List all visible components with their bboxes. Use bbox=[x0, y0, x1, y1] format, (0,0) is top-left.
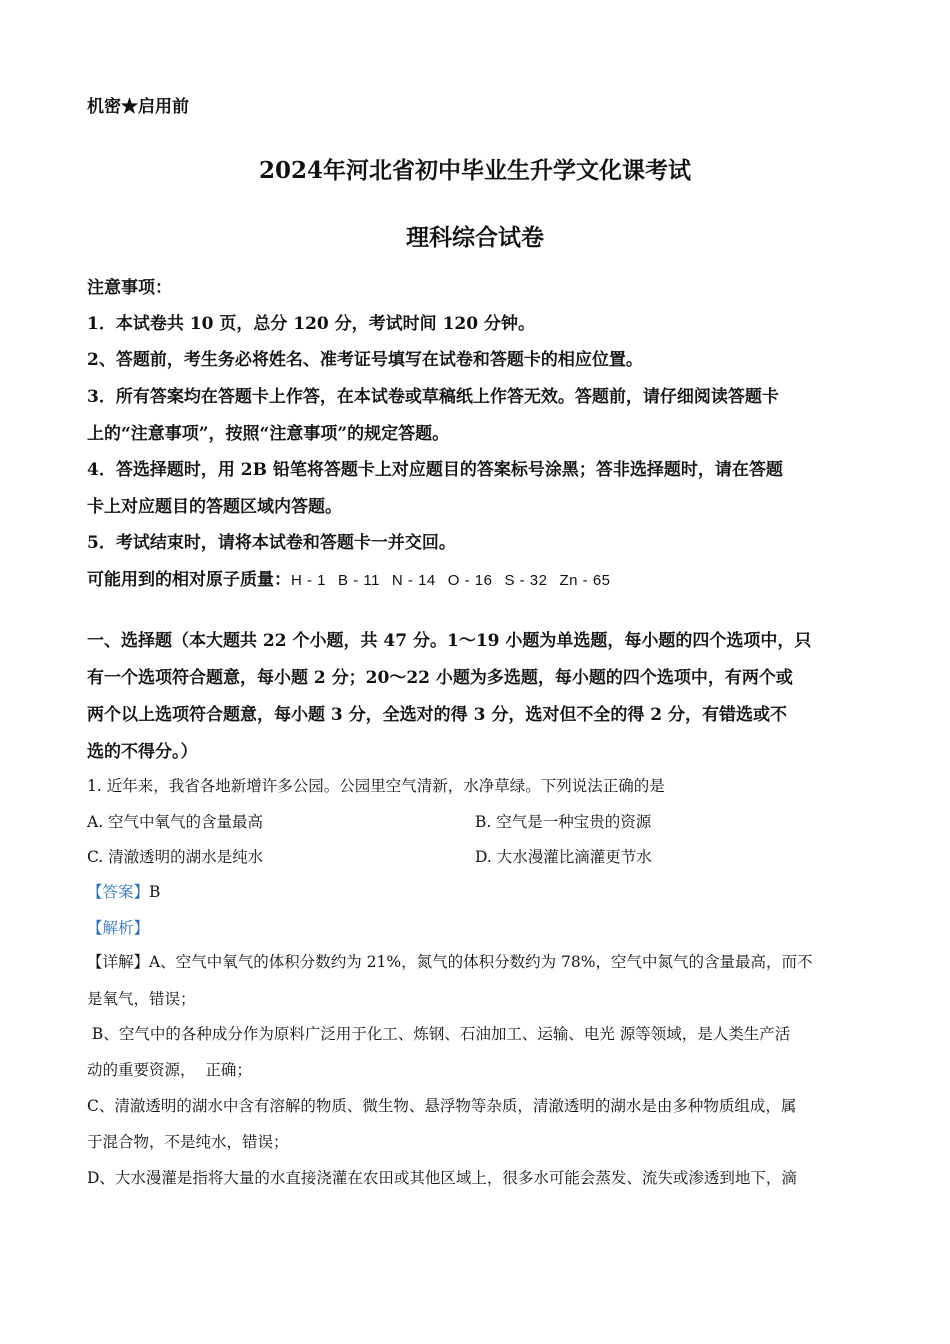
notice-item: 2、答题前，考生务必将姓名、准考证号填写在试卷和答题卡的相应位置。 bbox=[87, 350, 643, 370]
notice-item: 上的“注意事项”，按照“注意事项”的规定答题。 bbox=[87, 424, 450, 444]
exam-title: 2024年河北省初中毕业生升学文化课考试 bbox=[258, 157, 691, 184]
option-b: B. 空气是一种宝贵的资源 bbox=[475, 813, 652, 831]
option-c: C. 清澈透明的湖水是纯水 bbox=[87, 848, 264, 866]
detail-line: 是氧气，错误； bbox=[87, 990, 196, 1008]
atomic-mass: Zn - 65 bbox=[559, 572, 611, 589]
notice-item: 4．答选择题时，用 2B 铅笔将答题卡上对应题目的答案标号涂黑；答非选择题时，请在答题 bbox=[87, 460, 783, 480]
detail-line: C、清澈透明的湖水中含有溶解的物质、微生物、悬浮物等杂质，清澈透明的湖水是由多种物质组成，属 bbox=[87, 1097, 797, 1115]
atomic-mass: H - 1 bbox=[291, 572, 327, 589]
detail-line: 于混合物，不是纯水，错误； bbox=[87, 1133, 289, 1151]
atomic-mass: O - 16 bbox=[447, 572, 493, 589]
answer-line bbox=[87, 880, 160, 902]
answer-value: B bbox=[149, 883, 161, 901]
exam-subtitle: 理科综合试卷 bbox=[406, 224, 544, 251]
notice-heading: 注意事项： bbox=[87, 278, 172, 298]
atomic-mass: N - 14 bbox=[391, 572, 436, 589]
detail-line: 动的重要资源， 正确； bbox=[87, 1061, 252, 1079]
detail-line: D、大水漫灌是指将大量的水直接浇灌在农田或其他区域上，很多水可能会蒸发、流失或渗透到地下，滴 bbox=[87, 1169, 797, 1187]
section-heading: 有一个选项符合题意，每小题 2 分；20～22 小题为多选题，每小题的四个选项中，有两个或 bbox=[87, 668, 793, 688]
atomic-mass: S - 32 bbox=[504, 572, 548, 589]
notice-item: 3．所有答案均在答题卡上作答，在本试卷或草稿纸上作答无效。答题前，请仔细阅读答题卡 bbox=[87, 387, 779, 407]
question-stem: 1. 近年来，我省各地新增许多公园。公园里空气清新，水净草绿。下列说法正确的是 bbox=[87, 777, 665, 795]
atomic-mass-label: 可能用到的相对原子质量： bbox=[87, 570, 291, 590]
confidential-label: 机密★启用前 bbox=[87, 97, 189, 117]
section-heading: 两个以上选项符合题意，每小题 3 分，全选对的得 3 分，选对但不全的得 2 分，有错选或不 bbox=[87, 705, 787, 725]
notice-item: 1．本试卷共 10 页，总分 120 分，考试时间 120 分钟。 bbox=[87, 314, 535, 334]
atomic-mass: B - 11 bbox=[338, 572, 380, 589]
option-a: A. 空气中氧气的含量最高 bbox=[87, 813, 264, 831]
analysis-label: 【解析】 bbox=[87, 919, 150, 937]
atomic-mass-list bbox=[291, 572, 623, 589]
option-d: D. 大水漫灌比滴灌更节水 bbox=[475, 848, 652, 866]
answer-label: 【答案】 bbox=[87, 883, 150, 901]
atomic-mass-line bbox=[87, 565, 623, 590]
notice-item: 卡上对应题目的答题区域内答题。 bbox=[87, 497, 342, 517]
section-heading: 选的不得分。） bbox=[87, 742, 198, 762]
section-heading: 一、选择题（本大题共 22 个小题，共 47 分。1～19 小题为单选题，每小题的四个选项中，只 bbox=[87, 631, 812, 651]
detail-line: B、空气中的各种成分作为原料广泛用于化工、炼钢、石油加工、运输、电光 源等领域，是人类生产活 bbox=[87, 1025, 791, 1043]
detail-line: 【详解】A、空气中氧气的体积分数约为 21%，氮气的体积分数约为 78%，空气中氮气的含量最高，而不 bbox=[87, 953, 813, 971]
notice-item: 5．考试结束时，请将本试卷和答题卡一并交回。 bbox=[87, 533, 456, 553]
